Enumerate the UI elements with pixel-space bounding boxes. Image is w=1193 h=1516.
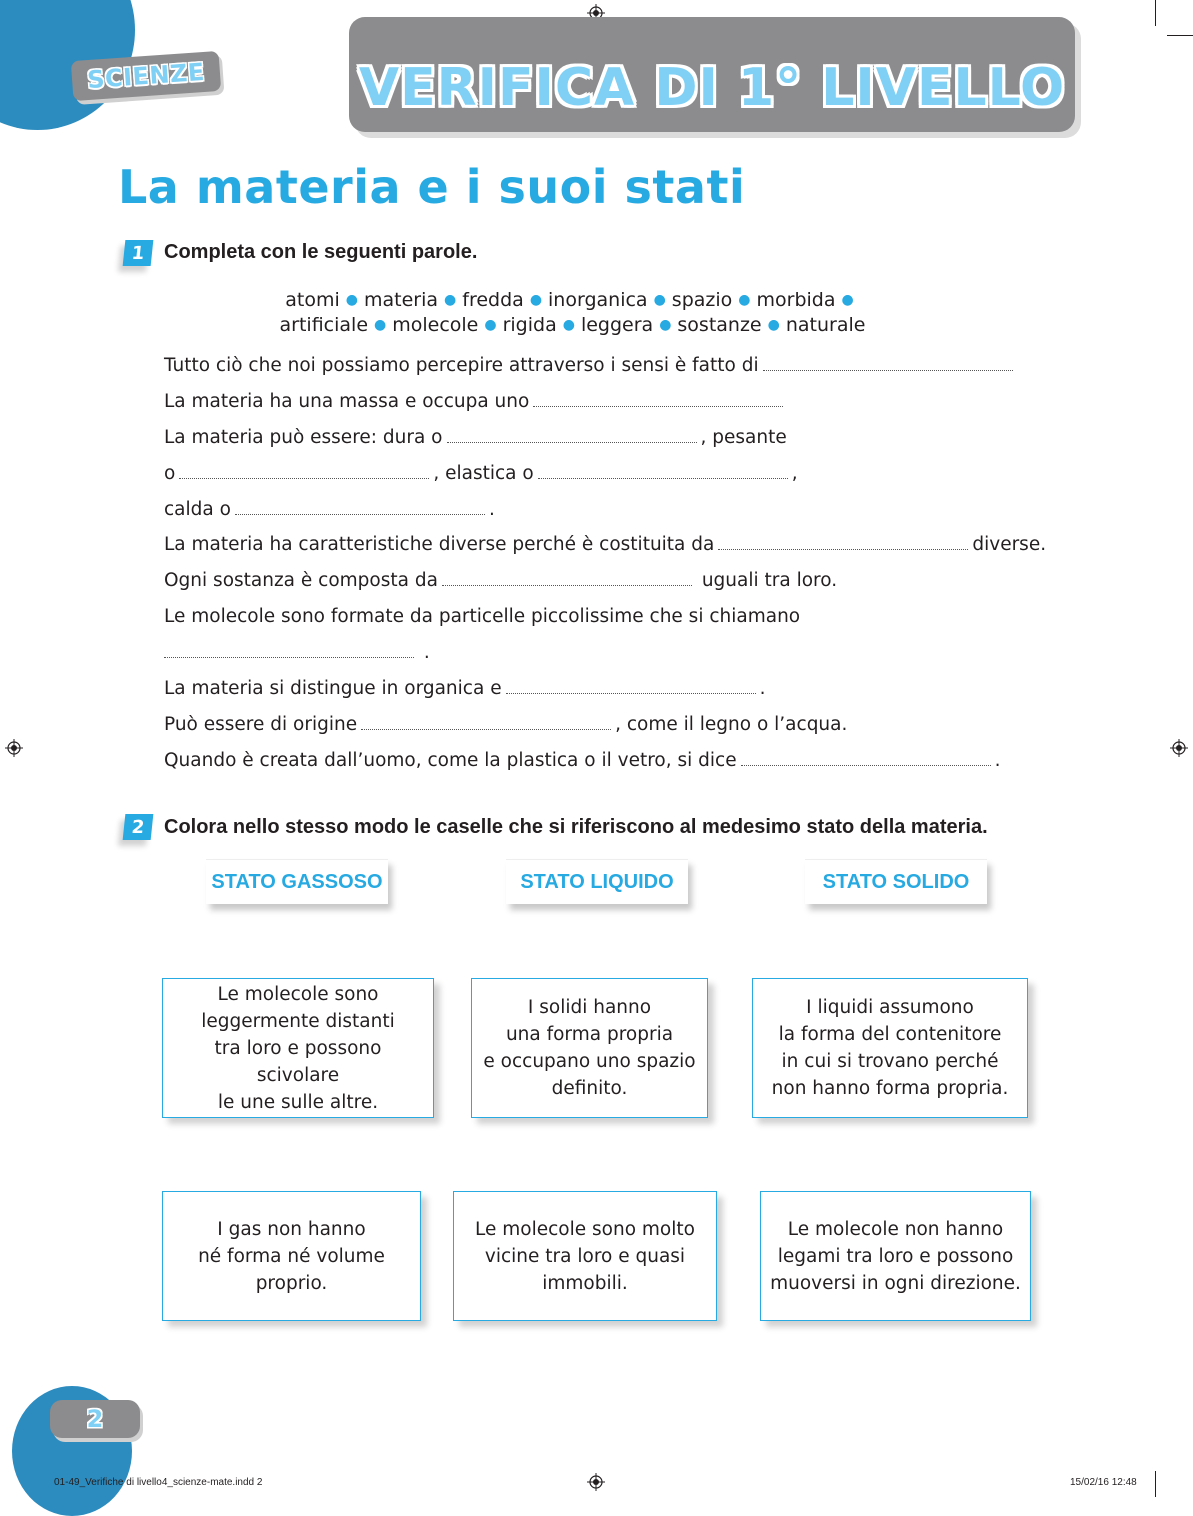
subject-tab-label: SCIENZE	[86, 57, 206, 95]
sentence-text: diverse.	[972, 534, 1047, 556]
state-description-box[interactable]	[453, 1191, 717, 1321]
sentence-text: calda o	[164, 498, 231, 520]
page-title: La materia e i suoi stati	[118, 160, 746, 214]
print-date-time: 15/02/16 12:48	[1070, 1477, 1137, 1488]
box-text: I liquidi assumono la forma del contenitore in cui si trovano perché non hanno forma propria.	[771, 997, 1009, 1099]
sentence-text: o	[164, 462, 176, 484]
answer-blank[interactable]	[235, 498, 485, 515]
word-bank-word: rigida	[502, 314, 557, 336]
answer-blank[interactable]	[179, 462, 429, 479]
sentence-text: Quando è creata dall’uomo, come la plastica o il vetro, si dice	[164, 749, 737, 771]
exercise-1-instruction: Completa con le seguenti parole.	[164, 241, 478, 263]
word-bank-word: morbida	[756, 289, 836, 311]
answer-blank[interactable]	[506, 677, 756, 694]
fill-in-sentences	[164, 350, 1047, 781]
state-description-box[interactable]	[471, 978, 708, 1118]
sentence-text: .	[994, 749, 1001, 771]
sentence-text: .	[759, 678, 766, 700]
sentence-line	[164, 494, 1044, 530]
sentence-text: La materia ha caratteristiche diverse perché è costituita da	[164, 534, 715, 556]
state-gassoso-label[interactable]: STATO GASSOSO	[206, 859, 388, 904]
sentence-line	[164, 673, 1044, 709]
sentence-line	[164, 637, 1044, 673]
word-bank-word: sostanze	[677, 314, 762, 336]
bullet-icon: ●	[529, 292, 543, 308]
registration-mark-icon	[587, 1473, 605, 1491]
sentence-line	[164, 709, 1044, 745]
word-bank-word: atomi	[285, 289, 340, 311]
exercise-1-number: 1	[123, 240, 154, 266]
answer-blank[interactable]	[361, 713, 611, 730]
bullet-icon: ●	[484, 317, 497, 333]
word-bank-word: artificiale	[279, 314, 369, 336]
sentence-text: Tutto ciò che noi possiamo percepire attraverso i sensi è fatto di	[164, 355, 759, 376]
box-text: Le molecole non hanno legami tra loro e possono muoversi in ogni direzione.	[770, 1218, 1021, 1294]
answer-blank[interactable]	[741, 749, 991, 766]
sentence-line	[164, 458, 1044, 494]
word-bank-word: materia	[364, 289, 439, 311]
exercise-2-instruction: Colora nello stesso modo le caselle che si riferiscono al medesimo stato della materia.	[164, 816, 988, 838]
sentence-text: La materia può essere: dura o	[164, 426, 443, 448]
sentence-line	[164, 350, 1044, 386]
box-text: I gas non hanno né forma né volume proprio.	[198, 1218, 385, 1294]
bullet-icon: ●	[767, 317, 780, 333]
registration-mark-icon	[5, 739, 23, 757]
bullet-icon: ●	[653, 292, 666, 308]
word-bank-word: leggera	[580, 314, 654, 336]
state-solido-label[interactable]: STATO SOLIDO	[805, 859, 987, 904]
sentence-text: Ogni sostanza è composta da	[164, 570, 438, 592]
bullet-icon: ●	[562, 317, 575, 333]
sentence-text: uguali tra loro.	[701, 570, 838, 592]
file-slug: 01-49_Verifiche di livello4_scienze-mate.indd 2	[54, 1477, 263, 1488]
sentence-text: .	[488, 498, 495, 520]
word-bank	[200, 288, 945, 338]
state-description-box[interactable]	[752, 978, 1028, 1118]
bullet-icon: ●	[374, 317, 387, 333]
answer-blank[interactable]	[763, 354, 1013, 371]
state-description-box[interactable]	[162, 978, 434, 1118]
answer-blank[interactable]	[533, 390, 783, 407]
answer-blank[interactable]	[442, 569, 692, 586]
bullet-icon: ●	[345, 292, 359, 308]
answer-blank[interactable]	[538, 462, 788, 479]
exercise-2-number: 2	[123, 814, 154, 840]
sentence-text: Può essere di origine	[164, 713, 358, 735]
word-bank-row-1	[200, 288, 945, 313]
sentence-text: .	[423, 642, 430, 664]
banner-title: VERIFICA DI 1° LIVELLO	[358, 58, 1066, 118]
sentence-text: La materia ha una massa e occupa uno	[164, 390, 530, 412]
sentence-line	[164, 386, 1044, 422]
word-bank-word: fredda	[462, 289, 524, 311]
box-text: Le molecole sono molto vicine tra loro e quasi immobili.	[475, 1218, 695, 1294]
crop-mark	[1155, 0, 1156, 26]
sentence-line	[164, 422, 1044, 458]
sentence-text: Le molecole sono formate da particelle piccolissime che si chiamano	[164, 606, 801, 628]
sentence-line	[164, 565, 1044, 601]
bullet-icon: ●	[659, 317, 672, 333]
bullet-icon: ●	[738, 292, 751, 308]
sentence-text: La materia si distingue in organica e	[164, 678, 502, 700]
box-text: Le molecole sono leggermente distanti tra loro e possono scivolare le une sulle altre.	[201, 983, 395, 1113]
sentence-line	[164, 601, 1044, 637]
bullet-icon: ●	[444, 292, 457, 308]
sentence-text: , come il legno o l’acqua.	[615, 713, 848, 735]
registration-mark-icon	[1170, 739, 1188, 757]
sentence-text: ,	[791, 462, 798, 484]
sentence-text: , pesante	[700, 426, 787, 448]
word-bank-word: spazio	[671, 289, 733, 311]
word-bank-word: inorganica	[548, 289, 648, 311]
answer-blank[interactable]	[164, 641, 414, 658]
word-bank-row-2	[200, 313, 945, 338]
sentence-line	[164, 529, 1047, 565]
state-description-box[interactable]	[760, 1191, 1031, 1321]
word-bank-word: molecole	[392, 314, 479, 336]
sentence-line	[164, 745, 1044, 781]
page-number: 2	[86, 1405, 104, 1433]
crop-mark	[1167, 35, 1193, 36]
page-number-tab	[50, 1400, 140, 1438]
state-liquido-label[interactable]: STATO LIQUIDO	[506, 859, 688, 904]
answer-blank[interactable]	[447, 426, 697, 443]
state-description-box[interactable]	[162, 1191, 421, 1321]
sentence-text: , elastica o	[433, 462, 534, 484]
crop-mark	[1155, 1471, 1156, 1497]
box-text: I solidi hanno una forma propria e occupano uno spazio definito.	[483, 997, 696, 1099]
word-bank-word: naturale	[785, 314, 866, 336]
answer-blank[interactable]	[718, 533, 968, 550]
bullet-icon: ●	[841, 292, 854, 308]
